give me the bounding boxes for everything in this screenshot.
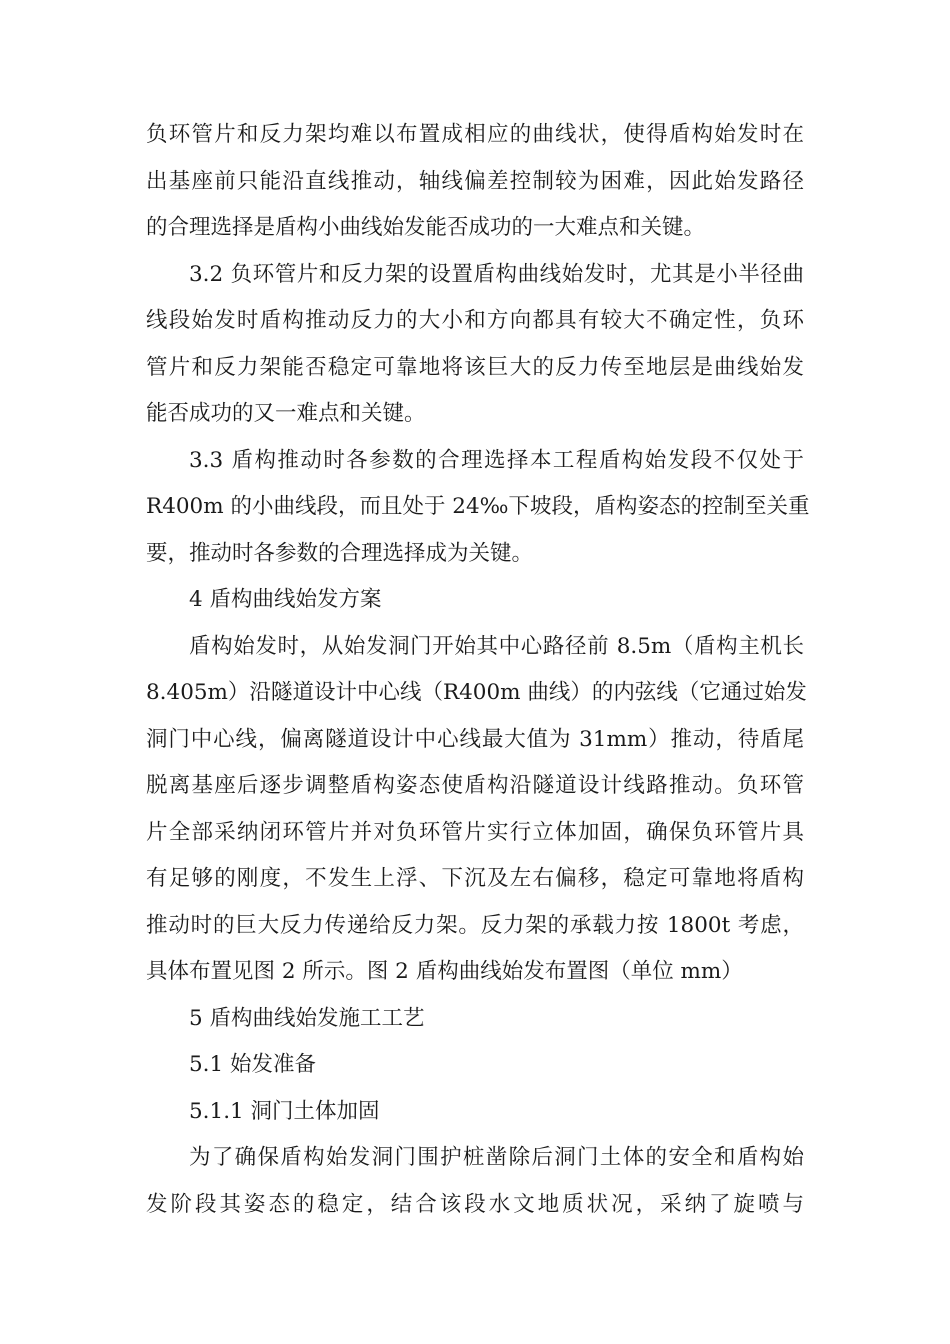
section-paragraph-3-3: 3.3 盾构推动时各参数的合理选择本工程盾构始发段不仅处于 — [189, 447, 804, 473]
body-text-line: R400m 的小曲线段，而且处于 24‰下坡段，盾构姿态的控制至关重 — [146, 494, 810, 519]
body-text-line: 负环管片和反力架均难以布置成相应的曲线状，使得盾构始发时在 — [146, 122, 804, 147]
section-paragraph-3-2: 3.2 负环管片和反力架的设置盾构曲线始发时，尤其是小半径曲 — [189, 261, 804, 287]
body-text-line: 能否成功的又一难点和关键。 — [146, 401, 426, 426]
body-text-line: 8.405m）沿隧道设计中心线（R400m 曲线）的内弦线（它通过始发 — [146, 680, 807, 705]
body-text-line: 具体布置见图 2 所示。图 2 盾构曲线始发布置图（单位 mm） — [146, 959, 743, 984]
body-text-line: 要，推动时各参数的合理选择成为关键。 — [146, 540, 534, 566]
section-heading-5-1-1: 5.1.1 洞门土体加固 — [189, 1098, 380, 1124]
body-text-line: 有足够的刚度，不发生上浮、下沉及左右偏移，稳定可靠地将盾构 — [146, 866, 804, 891]
body-text-line: 洞门中心线，偏离隧道设计中心线最大值为 31mm）推动，待盾尾 — [146, 726, 804, 752]
section-heading-5: 5 盾构曲线始发施工工艺 — [189, 1005, 425, 1031]
body-text-line: 推动时的巨大反力传递给反力架。反力架的承载力按 1800t 考虑， — [146, 912, 804, 938]
paragraph-start: 盾构始发时，从始发洞门开始其中心路径前 8.5m（盾构主机长 — [189, 633, 804, 659]
body-text-line: 出基座前只能沿直线推动，轴线偏差控制较为困难，因此始发路径 — [146, 168, 804, 194]
section-heading-4: 4 盾构曲线始发方案 — [189, 587, 382, 612]
body-text-line: 的合理选择是盾构小曲线始发能否成功的一大难点和关键。 — [146, 215, 706, 240]
paragraph-start: 为了确保盾构始发洞门围护桩凿除后洞门土体的安全和盾构始 — [189, 1145, 804, 1170]
body-text-line: 脱离基座后逐步调整盾构姿态使盾构沿隧道设计线路推动。负环管 — [146, 773, 804, 798]
body-text-line: 发阶段其姿态的稳定，结合该段水文地质状况，采纳了旋喷与 — [146, 1191, 804, 1217]
body-text-line: 管片和反力架能否稳定可靠地将该巨大的反力传至地层是曲线始发 — [146, 354, 804, 380]
body-text-line: 片全部采纳闭环管片并对负环管片实行立体加固，确保负环管片具 — [146, 819, 804, 845]
body-text-line: 线段始发时盾构推动反力的大小和方向都具有较大不确定性，负环 — [146, 308, 804, 333]
section-heading-5-1: 5.1 始发准备 — [189, 1052, 317, 1077]
